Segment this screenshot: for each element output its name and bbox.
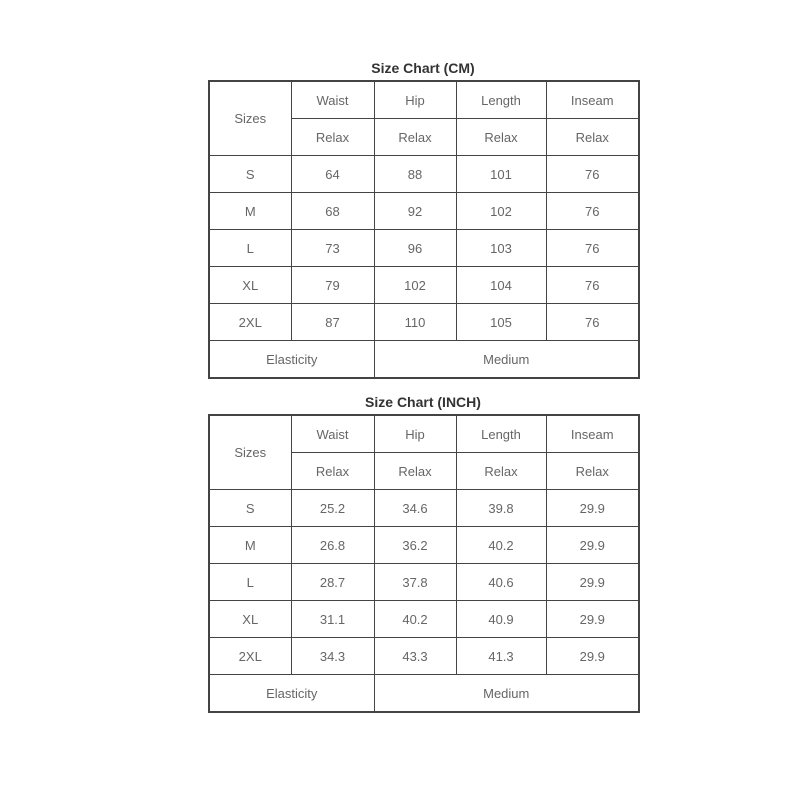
sizes-header: Sizes [209, 415, 291, 490]
table-row [209, 267, 639, 304]
value-cell: 29.9 [546, 564, 639, 601]
value-cell: 36.2 [374, 527, 456, 564]
column-header-length: Length [456, 81, 546, 119]
size-cell: XL [209, 601, 291, 638]
column-header-hip: Hip [374, 81, 456, 119]
value-cell: 29.9 [546, 638, 639, 675]
chart-title: Size Chart (INCH) [365, 394, 481, 410]
column-header-waist: Waist [291, 81, 374, 119]
subheader-cell: Relax [291, 453, 374, 490]
size-cell: L [209, 564, 291, 601]
value-cell: 92 [374, 193, 456, 230]
elasticity-value: Medium [374, 341, 639, 379]
value-cell: 41.3 [456, 638, 546, 675]
subheader-cell: Relax [546, 453, 639, 490]
value-cell: 43.3 [374, 638, 456, 675]
value-cell: 29.9 [546, 527, 639, 564]
subheader-cell: Relax [291, 119, 374, 156]
size-cell: L [209, 230, 291, 267]
table-row [209, 193, 639, 230]
value-cell: 68 [291, 193, 374, 230]
size-cell: M [209, 527, 291, 564]
size-cell: 2XL [209, 638, 291, 675]
value-cell: 26.8 [291, 527, 374, 564]
table-row [209, 156, 639, 193]
value-cell: 76 [546, 193, 639, 230]
value-cell: 29.9 [546, 490, 639, 527]
subheader-cell: Relax [546, 119, 639, 156]
value-cell: 76 [546, 267, 639, 304]
value-cell: 40.2 [374, 601, 456, 638]
table-row [209, 564, 639, 601]
column-header-inseam: Inseam [546, 415, 639, 453]
value-cell: 76 [546, 230, 639, 267]
value-cell: 64 [291, 156, 374, 193]
elasticity-label: Elasticity [209, 341, 374, 379]
table-row [209, 490, 639, 527]
value-cell: 40.6 [456, 564, 546, 601]
elasticity-label: Elasticity [209, 675, 374, 713]
size-cell: S [209, 156, 291, 193]
value-cell: 39.8 [456, 490, 546, 527]
value-cell: 31.1 [291, 601, 374, 638]
size-table [208, 414, 640, 713]
size-cell: 2XL [209, 304, 291, 341]
column-header-inseam: Inseam [546, 81, 639, 119]
value-cell: 73 [291, 230, 374, 267]
value-cell: 40.9 [456, 601, 546, 638]
value-cell: 40.2 [456, 527, 546, 564]
value-cell: 76 [546, 304, 639, 341]
value-cell: 102 [456, 193, 546, 230]
table-row [209, 527, 639, 564]
value-cell: 96 [374, 230, 456, 267]
sizes-header: Sizes [209, 81, 291, 156]
elasticity-row [209, 341, 639, 379]
value-cell: 101 [456, 156, 546, 193]
value-cell: 28.7 [291, 564, 374, 601]
chart-title: Size Chart (CM) [371, 60, 475, 76]
subheader-cell: Relax [374, 453, 456, 490]
size-cell: S [209, 490, 291, 527]
size-table [208, 80, 640, 379]
value-cell: 87 [291, 304, 374, 341]
subheader-cell: Relax [374, 119, 456, 156]
subheader-cell: Relax [456, 453, 546, 490]
value-cell: 76 [546, 156, 639, 193]
value-cell: 34.6 [374, 490, 456, 527]
value-cell: 103 [456, 230, 546, 267]
table-row [209, 601, 639, 638]
value-cell: 104 [456, 267, 546, 304]
value-cell: 102 [374, 267, 456, 304]
size-chart-inch [208, 390, 638, 713]
value-cell: 25.2 [291, 490, 374, 527]
size-chart-cm [208, 56, 638, 379]
value-cell: 79 [291, 267, 374, 304]
column-header-waist: Waist [291, 415, 374, 453]
value-cell: 88 [374, 156, 456, 193]
column-header-length: Length [456, 415, 546, 453]
size-cell: M [209, 193, 291, 230]
table-row [209, 230, 639, 267]
elasticity-value: Medium [374, 675, 639, 713]
value-cell: 29.9 [546, 601, 639, 638]
size-cell: XL [209, 267, 291, 304]
column-header-hip: Hip [374, 415, 456, 453]
value-cell: 110 [374, 304, 456, 341]
value-cell: 105 [456, 304, 546, 341]
elasticity-row [209, 675, 639, 713]
value-cell: 34.3 [291, 638, 374, 675]
table-row [209, 304, 639, 341]
table-row [209, 638, 639, 675]
subheader-cell: Relax [456, 119, 546, 156]
value-cell: 37.8 [374, 564, 456, 601]
